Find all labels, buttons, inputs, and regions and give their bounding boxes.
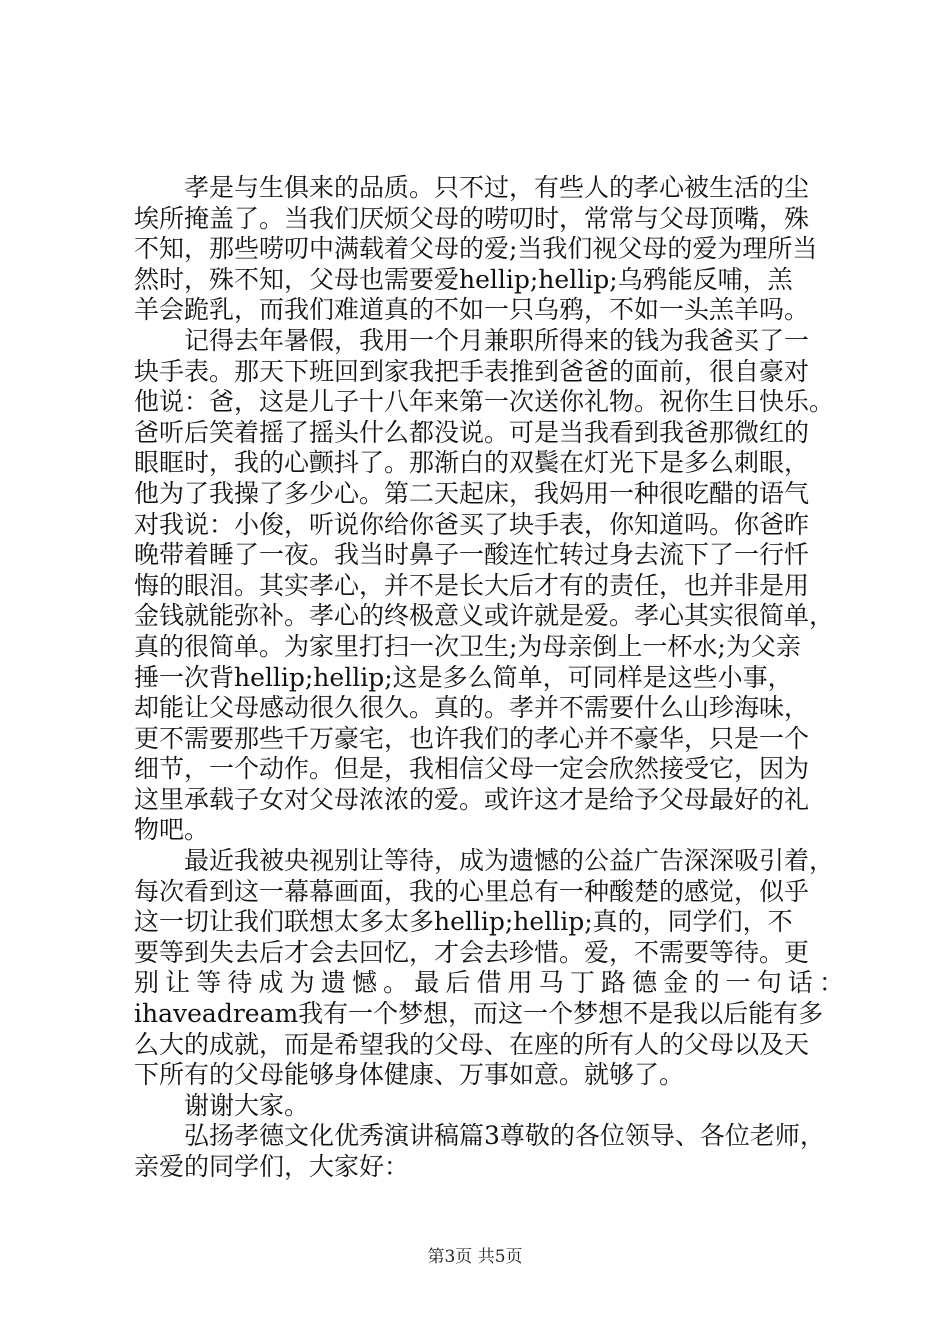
text-line: 亲爱的同学们，大家好： <box>134 1152 410 1181</box>
text-line: 却能让父母感动很久很久。真的。孝并不需要什么山珍海味， <box>134 693 810 723</box>
text-line: 羊会跪乳，而我们难道真的不如一只乌鸦，不如一头羔羊吗。 <box>134 295 810 325</box>
text-line: 他说：爸，这是儿子十八年来第一次送你礼物。祝你生日快乐。 <box>134 387 835 417</box>
text-line: 捶一次背hellip;hellip;这是多么简单，可同样是这些小事， <box>134 662 793 692</box>
speech-body <box>134 173 844 1183</box>
text-line: 真的很简单。为家里打扫一次卫生;为母亲倒上一杯水;为父亲 <box>134 631 801 661</box>
text-line: 眼眶时，我的心颤抖了。那渐白的双鬓在灯光下是多么刺眼， <box>134 448 810 478</box>
text-line: 别让等待成为遗憾。最后借用马丁路德金的一句话： <box>134 968 844 998</box>
text-line: 块手表。那天下班回到家我把手表推到爸爸的面前，很自豪对 <box>134 356 810 386</box>
text-line: 这一切让我们联想太多太多hellip;hellip;真的，同学们，不 <box>134 907 793 937</box>
text-line: 每次看到这一幕幕画面，我的心里总有一种酸楚的感觉，似乎 <box>134 876 810 906</box>
text-line: 要等到失去后才会去回忆，才会去珍惜。爱，不需要等待。更 <box>134 937 810 967</box>
text-line: 谢谢大家。 <box>184 1090 310 1120</box>
text-line: 弘扬孝德文化优秀演讲稿篇3尊敬的各位领导、各位老师， <box>184 1121 825 1151</box>
text-line: 么大的成就，而是希望我的父母、在座的所有人的父母以及天 <box>134 1029 810 1059</box>
text-line: 他为了我操了多少心。第二天起床，我妈用一种很吃醋的语气 <box>134 478 810 508</box>
text-line: 物吧。 <box>134 815 210 845</box>
text-line: ihaveadream我有一个梦想，而这一个梦想不是我以后能有多 <box>134 999 824 1029</box>
text-line: 不知，那些唠叨中满载着父母的爱;当我们视父母的爱为理所当 <box>134 234 818 264</box>
text-line: 爸听后笑着摇了摇头什么都没说。可是当我看到我爸那微红的 <box>134 417 810 447</box>
text-line: 下所有的父母能够身体健康、万事如意。就够了。 <box>134 1060 685 1090</box>
text-line: 这里承载子女对父母浓浓的爱。或许这才是给予父母最好的礼 <box>134 784 810 814</box>
text-line: 记得去年暑假，我用一个月兼职所得来的钱为我爸买了一 <box>184 325 810 355</box>
text-line: 孝是与生俱来的品质。只不过，有些人的孝心被生活的尘 <box>184 173 810 202</box>
text-line: 对我说：小俊，听说你给你爸买了块手表，你知道吗。你爸昨 <box>134 509 810 539</box>
text-line: 更不需要那些千万豪宅，也许我们的孝心并不豪华，只是一个 <box>134 723 810 753</box>
text-line: 晚带着睡了一夜。我当时鼻子一酸连忙转过身去流下了一行忏 <box>134 540 810 570</box>
text-line: 悔的眼泪。其实孝心，并不是长大后才有的责任，也并非是用 <box>134 570 810 600</box>
text-line: 埃所掩盖了。当我们厌烦父母的唠叨时，常常与父母顶嘴，殊 <box>134 203 810 233</box>
text-line: 金钱就能弥补。孝心的终极意义或许就是爱。孝心其实很简单， <box>134 601 835 631</box>
text-line: 细节，一个动作。但是，我相信父母一定会欣然接受它，因为 <box>134 754 810 784</box>
text-line: 最近我被央视别让等待，成为遗憾的公益广告深深吸引着， <box>184 846 835 876</box>
text-line: 然时，殊不知，父母也需要爱hellip;hellip;乌鸦能反哺，羔 <box>134 264 793 294</box>
page-number-footer: 第3页 共5页 <box>427 1247 523 1267</box>
